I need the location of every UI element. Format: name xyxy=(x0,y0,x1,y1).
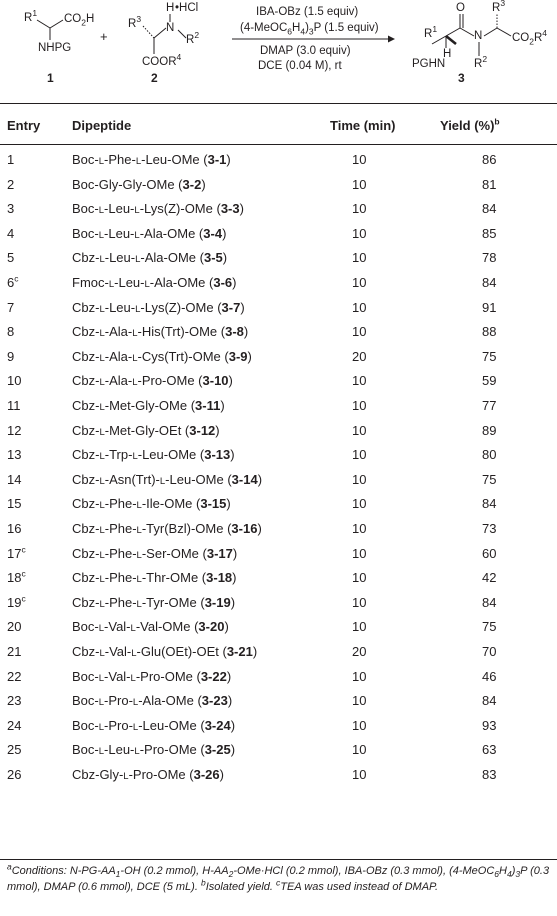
reaction-time: 10 xyxy=(352,717,367,733)
entry-number: 22 xyxy=(7,668,22,684)
yield-value: 80 xyxy=(482,447,497,463)
condition-solvent: DCE (0.04 M), rt xyxy=(258,60,342,72)
entry-number: 12 xyxy=(7,422,22,438)
reaction-time: 10 xyxy=(352,176,367,192)
dipeptide-name: Boc-L-Val-L-Pro-OMe (3-22) xyxy=(72,668,232,684)
reactant2-hcl: •HCl xyxy=(175,2,199,14)
table-row xyxy=(0,738,557,763)
entry-number: 17$^c$ xyxy=(7,544,26,561)
reactant2-ester: COOR$^4$ xyxy=(142,52,182,68)
yield-value: 91 xyxy=(482,299,497,315)
table-bottom-rule xyxy=(0,859,557,860)
compound-number: 3-6 xyxy=(213,275,233,290)
compound-number: 3-16 xyxy=(231,521,258,536)
product-n: N xyxy=(474,30,483,42)
header-entry: Entry xyxy=(7,118,41,133)
reactant2-h: H xyxy=(166,2,175,14)
table-row xyxy=(0,763,557,788)
reaction-time: 10 xyxy=(352,668,367,684)
reaction-time: 10 xyxy=(352,447,367,463)
table-row xyxy=(0,443,557,468)
yield-value: 73 xyxy=(482,521,497,536)
dipeptide-name: Cbz-L-Met-Gly-OMe (3-11) xyxy=(72,398,225,413)
entry-number: 8 xyxy=(7,324,15,340)
yield-value: 78 xyxy=(482,250,497,266)
yield-value: 81 xyxy=(482,176,497,192)
table-row xyxy=(0,517,557,542)
reaction-time: 10 xyxy=(352,693,367,709)
reactant2-r3: $R^3$ xyxy=(128,14,142,30)
reaction-time: 10 xyxy=(352,398,367,413)
table-row xyxy=(0,566,557,591)
entry-number: 6$^c$ xyxy=(7,273,19,290)
reaction-time: 10 xyxy=(352,373,367,389)
entry-number: 4 xyxy=(7,225,15,241)
reactant2-n: N xyxy=(166,22,175,34)
compound-number: 3-4 xyxy=(203,225,223,241)
reaction-time: 10 xyxy=(352,619,367,635)
yield-value: 93 xyxy=(482,717,497,733)
reactant1-amine: NHPG xyxy=(38,42,72,54)
entry-number: 5 xyxy=(7,250,15,266)
footnote-marker: c xyxy=(21,544,26,555)
reaction-time: 10 xyxy=(352,225,367,241)
table-row xyxy=(0,345,557,370)
entry-number: 18$^c$ xyxy=(7,568,26,586)
compound-number: 3-7 xyxy=(221,299,241,315)
reaction-time: 10 xyxy=(352,324,367,340)
product-ester: $CO_2R^4$ xyxy=(512,28,548,47)
dipeptide-name: Boc-L-Pro-L-Leu-OMe (3-24) xyxy=(72,717,236,733)
table-row xyxy=(0,492,557,517)
compound-number: 3-11 xyxy=(195,398,221,413)
compound-number: 3-26 xyxy=(193,767,220,782)
reaction-time: 10 xyxy=(352,496,367,512)
table-row xyxy=(0,591,557,616)
table-row xyxy=(0,419,557,444)
reactant2-number: 2 xyxy=(151,71,158,85)
dipeptide-name: Cbz-L-Leu-L-Ala-OMe (3-5) xyxy=(72,250,228,266)
yield-value: 59 xyxy=(482,373,497,389)
product-number: 3 xyxy=(458,71,465,85)
entry-number: 24 xyxy=(7,717,22,733)
table-footnote: $^a$Conditions: $N-PG-AA_1-OH$ (0.2 mmol), $H-AA_2-OMe\cdot HCl$ (0.2 mmol), IBA-OBz (0.3 mmol), $(4-MeOC_6H_4)_3P$ (0.3 mmol), DMAP (0.6 mmol), DCE (5 mL). $^b$Isolated yield. $^c$TEA was used instead of DMAP. xyxy=(7,861,550,893)
entry-number: 13 xyxy=(7,447,22,463)
compound-number: 3-13 xyxy=(204,447,231,463)
dipeptide-name: Cbz-L-Phe-L-Tyr(Bzl)-OMe (3-16) xyxy=(72,521,262,536)
reaction-time: 10 xyxy=(352,299,367,315)
entry-number: 1 xyxy=(7,152,15,167)
table-row xyxy=(0,714,557,739)
table-row xyxy=(0,320,557,345)
reaction-time: 20 xyxy=(352,644,367,659)
table-row xyxy=(0,394,557,419)
dipeptide-name: Cbz-L-Phe-L-Thr-OMe (3-18) xyxy=(72,570,237,586)
entry-number: 26 xyxy=(7,767,22,782)
entry-number: 14 xyxy=(7,471,22,487)
dipeptide-name: Fmoc-L-Leu-L-Ala-OMe (3-6) xyxy=(72,275,237,290)
compound-number: 3-20 xyxy=(198,619,225,635)
reaction-time: 10 xyxy=(352,767,367,782)
yield-value: 84 xyxy=(482,594,497,610)
compound-number: 3-15 xyxy=(200,496,227,512)
dipeptide-name: Cbz-L-Val-L-Glu(OEt)-OEt (3-21) xyxy=(72,644,258,659)
table-row xyxy=(0,197,557,222)
compound-number: 3-8 xyxy=(225,324,244,340)
reactant1-number: 1 xyxy=(47,71,54,85)
dipeptide-name: Cbz-L-Met-Gly-OEt (3-12) xyxy=(72,422,220,438)
yield-value: 88 xyxy=(482,324,497,340)
reaction-time: 10 xyxy=(352,521,367,536)
product-pghn: PGHN xyxy=(412,58,446,70)
table-row xyxy=(0,665,557,690)
reactant1-acid: $CO_2H$ xyxy=(64,13,95,28)
dipeptide-name: Boc-L-Leu-L-Ala-OMe (3-4) xyxy=(72,225,227,241)
table-top-rule xyxy=(0,103,557,104)
table-header-rule xyxy=(0,144,557,145)
table-row xyxy=(0,246,557,271)
product-r3: $R^3$ xyxy=(492,0,506,14)
entry-number: 3 xyxy=(7,201,15,217)
condition-base: DMAP (3.0 equiv) xyxy=(260,45,351,57)
table-row xyxy=(0,689,557,714)
yield-value: 75 xyxy=(482,619,497,635)
table-row xyxy=(0,468,557,493)
entry-number: 25 xyxy=(7,742,22,758)
header-dipeptide: Dipeptide xyxy=(72,118,132,133)
dipeptide-name: Cbz-L-Ala-L-His(Trt)-OMe (3-8) xyxy=(72,324,249,340)
reaction-time: 10 xyxy=(352,471,367,487)
entry-number: 19$^c$ xyxy=(7,593,26,610)
reaction-time: 10 xyxy=(352,201,367,217)
product-h: H xyxy=(443,48,452,60)
compound-number: 3-22 xyxy=(200,668,227,684)
header-time: Time (min) xyxy=(330,118,396,133)
dipeptide-name: Cbz-L-Ala-L-Cys(Trt)-OMe (3-9) xyxy=(72,348,252,364)
dipeptide-name: Cbz-L-Phe-L-Ser-OMe (3-17) xyxy=(72,545,238,561)
compound-number: 3-25 xyxy=(204,742,231,758)
compound-number: 3-18 xyxy=(206,570,233,586)
dipeptide-name: Boc-Gly-Gly-OMe (3-2) xyxy=(72,176,206,192)
reaction-time: 10 xyxy=(352,570,367,586)
footnote-marker: c xyxy=(21,568,26,579)
product-r1: $R^1$ xyxy=(424,24,438,40)
dipeptide-name: Boc-L-Val-L-Val-OMe (3-20) xyxy=(72,619,229,635)
footnote-marker: c xyxy=(21,593,26,604)
product-o: O xyxy=(456,2,465,14)
entry-number: 7 xyxy=(7,299,15,315)
reactant2-r2: $R^2$ xyxy=(186,30,200,46)
reaction-time: 10 xyxy=(352,545,367,561)
compound-number: 3-10 xyxy=(202,373,229,389)
entry-number: 9 xyxy=(7,348,15,364)
yield-value: 84 xyxy=(482,693,497,709)
reaction-time: 10 xyxy=(352,152,367,167)
yield-value: 46 xyxy=(482,668,497,684)
yield-value: 84 xyxy=(482,496,497,512)
table-row xyxy=(0,271,557,296)
yield-value: 75 xyxy=(482,471,497,487)
plus-sign: + xyxy=(100,29,108,44)
yield-value: 75 xyxy=(482,348,497,364)
dipeptide-name: Cbz-L-Leu-L-Lys(Z)-OMe (3-7) xyxy=(72,299,245,315)
entry-number: 15 xyxy=(7,496,22,512)
yield-value: 84 xyxy=(482,275,497,290)
yield-value: 70 xyxy=(482,644,497,659)
dipeptide-name: Boc-L-Leu-L-Pro-OMe (3-25) xyxy=(72,742,236,758)
compound-number: 3-3 xyxy=(220,201,240,217)
table-row xyxy=(0,369,557,394)
yield-value: 63 xyxy=(482,742,497,758)
yield-value: 86 xyxy=(482,152,497,167)
entry-number: 16 xyxy=(7,521,22,536)
dipeptide-name: Cbz-L-Ala-L-Pro-OMe (3-10) xyxy=(72,373,233,389)
compound-number: 3-24 xyxy=(204,717,231,733)
table-row xyxy=(0,542,557,567)
header-yield: Yield (%)$^b$ xyxy=(440,116,500,133)
dipeptide-name: Cbz-L-Phe-L-Tyr-OMe (3-19) xyxy=(72,594,236,610)
compound-number: 3-14 xyxy=(231,471,258,487)
yield-value: 77 xyxy=(482,398,497,413)
reaction-time: 10 xyxy=(352,594,367,610)
reaction-time: 10 xyxy=(352,742,367,758)
yield-value: 89 xyxy=(482,422,497,438)
compound-number: 3-23 xyxy=(201,693,228,709)
yield-value: 84 xyxy=(482,201,497,217)
table-row xyxy=(0,615,557,640)
compound-number: 3-21 xyxy=(226,644,253,659)
dipeptide-name: Boc-L-Leu-L-Lys(Z)-OMe (3-3) xyxy=(72,201,244,217)
reaction-scheme xyxy=(0,0,557,100)
compound-number: 3-1 xyxy=(207,152,227,167)
dipeptide-name: Boc-L-Phe-L-Leu-OMe (3-1) xyxy=(72,152,231,167)
table-row xyxy=(0,222,557,247)
reaction-time: 10 xyxy=(352,250,367,266)
reaction-time: 10 xyxy=(352,275,367,290)
compound-number: 3-19 xyxy=(204,594,231,610)
entry-number: 20 xyxy=(7,619,22,635)
reactant1-r: $R^1$ xyxy=(24,8,38,24)
yield-value: 42 xyxy=(482,570,497,586)
compound-number: 3-17 xyxy=(206,545,233,561)
table-row xyxy=(0,296,557,321)
dipeptide-name: Boc-L-Pro-L-Ala-OMe (3-23) xyxy=(72,693,233,709)
compound-number: 3-5 xyxy=(203,250,223,266)
dipeptide-name: Cbz-Gly-L-Pro-OMe (3-26) xyxy=(72,767,224,782)
table-row xyxy=(0,173,557,198)
condition-oxidant: IBA-OBz (1.5 equiv) xyxy=(256,6,359,18)
reaction-time: 20 xyxy=(352,348,367,364)
table-row xyxy=(0,640,557,665)
yield-value: 60 xyxy=(482,545,497,561)
entry-number: 11 xyxy=(7,398,21,413)
entry-number: 21 xyxy=(7,644,22,659)
entry-number: 2 xyxy=(7,176,15,192)
product-r2: $R^2$ xyxy=(474,54,488,70)
entry-number: 10 xyxy=(7,373,22,389)
footnote-marker: c xyxy=(14,273,19,284)
compound-number: 3-2 xyxy=(182,176,202,192)
reaction-time: 10 xyxy=(352,422,367,438)
entry-number: 23 xyxy=(7,693,22,709)
dipeptide-name: Cbz-L-Phe-L-Ile-OMe (3-15) xyxy=(72,496,231,512)
compound-number: 3-9 xyxy=(228,348,248,364)
yield-value: 85 xyxy=(482,225,497,241)
dipeptide-name: Cbz-L-Trp-L-Leu-OMe (3-13) xyxy=(72,447,235,463)
compound-number: 3-12 xyxy=(189,422,216,438)
dipeptide-name: Cbz-L-Asn(Trt)-L-Leu-OMe (3-14) xyxy=(72,471,263,487)
condition-phosphine: $(4-MeOC_6H_4)_3P$ (1.5 equiv) xyxy=(240,22,379,37)
table-row xyxy=(0,148,557,173)
yield-value: 83 xyxy=(482,767,497,782)
